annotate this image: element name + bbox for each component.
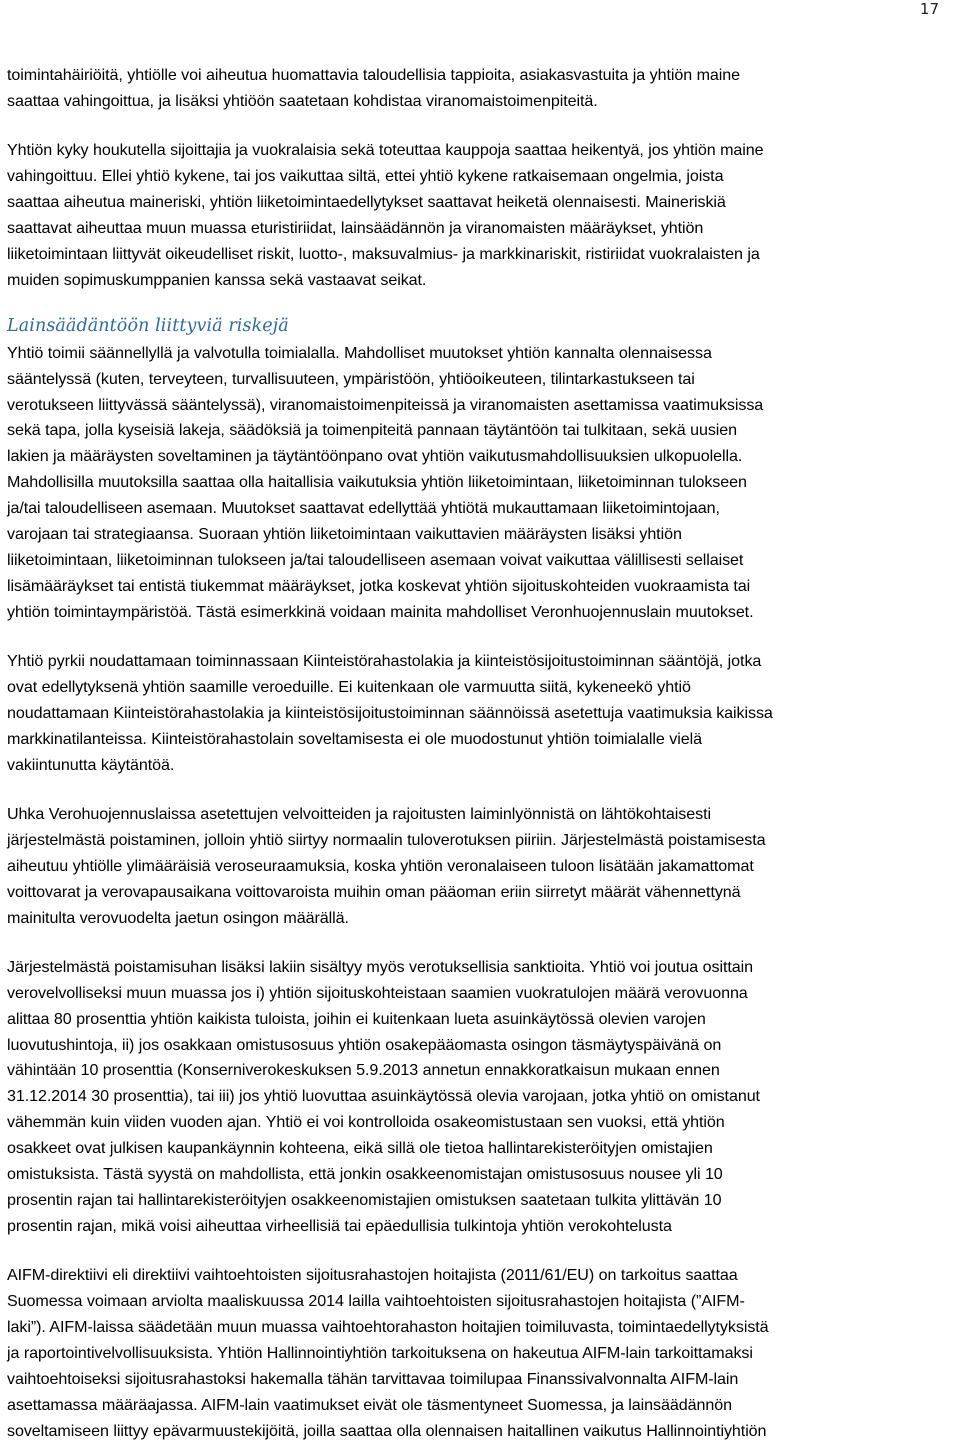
paragraph bbox=[7, 649, 960, 779]
document-body bbox=[7, 63, 960, 1445]
text-line: luovutushintoja, ii) jos osakkaan omistusosuus yhtiön osakepääomasta osingon täsmäytyspäivänä on bbox=[7, 1035, 722, 1054]
text-line: vakiintunutta käytäntöä. bbox=[7, 755, 175, 774]
text-line: markkinatilanteissa. Kiinteistörahastolain soveltamisesta ei ole muodostunut yhtiön toimialalle vielä bbox=[7, 729, 702, 748]
paragraph bbox=[7, 1263, 960, 1445]
text-line: asettamassa määräajassa. AIFM-lain vaatimukset eivät ole täsmentyneet Suomessa, ja lainsäädännön bbox=[7, 1395, 732, 1414]
page-number: 17 bbox=[919, 0, 939, 18]
section-heading: Lainsäädäntöön liittyviä riskejä bbox=[7, 315, 289, 336]
text-line: verotukseen liittyvässä sääntelyssä), viranomaistoimenpiteissä ja viranomaisten asettamissa vaatimuksissa bbox=[7, 395, 764, 414]
paragraph bbox=[7, 138, 960, 294]
text-line: Mahdollisilla muutoksilla saattaa olla haitallisia vaikutuksia yhtiön liiketoimintaan, liiketoiminnan tulokseen bbox=[7, 473, 747, 492]
text-line: toimintahäiriöitä, yhtiölle voi aiheutua huomattavia taloudellisia tappioita, asiakasvastuita ja yhtiön maine bbox=[7, 66, 741, 84]
text-line: vaihtoehtoiseksi sijoitusrahastoksi hakemalla tähän tarvittavaa toimilupaa Finanssivalvonnalta AIFM-lain bbox=[7, 1369, 739, 1388]
text-line: Yhtiö toimii säännellyllä ja valvotulla toimialalla. Mahdolliset muutokset yhtiön kannalta olennaisessa bbox=[7, 343, 712, 362]
text-line: 31.12.2014 30 prosenttia), tai iii) jos yhtiö luovuttaa asuinkäytössä olevia varojaan, jotka yhtiö on omistanut bbox=[7, 1087, 760, 1106]
text-line: järjestelmästä poistaminen, jolloin yhtiö siirtyy normaalin tuloverotuksen piiriin. Järjestelmästä poistamisesta bbox=[7, 830, 766, 849]
text-line: sääntelyssä (kuten, terveyteen, turvallisuuteen, ympäristöön, yhtiöoikeuteen, tilintarkastukseen tai bbox=[7, 369, 695, 388]
text-line: verovelvolliseksi muun muassa jos i) yhtiön sijoituskohteistaan saamien vuokratulojen määrä verovuonna bbox=[7, 983, 748, 1002]
text-line: saattavat aiheuttaa muun muassa eturistiriidat, lainsäädännön ja viranomaisten määräykset, yhtiön bbox=[7, 218, 704, 237]
text-line: osakkeet ovat julkisen kaupankäynnin kohteena, eikä sillä ole tietoa hallintarekisteröityjen omistajien bbox=[7, 1139, 713, 1158]
text-line: alittaa 80 prosenttia yhtiön kaikista tuloista, joihin ei kuitenkaan lueta asuinkäytössä olevien varojen bbox=[7, 1009, 706, 1028]
text-line: saattaa aiheutua maineriski, yhtiön liiketoimintaedellytykset saattavat heiketä olennaisesti. Maineriskiä bbox=[7, 192, 726, 211]
text-line: ovat edellytyksenä yhtiön saamille veroeduille. Ei kuitenkaan ole varmuutta siitä, kykeneekö yhtiö bbox=[7, 678, 691, 697]
text-line: noudattamaan Kiinteistörahastolakia ja kiinteistösijoitustoiminnan säännöissä asetettuja vaatimuksia kaikissa bbox=[7, 704, 773, 723]
text-line: vahingoittuu. Ellei yhtiö kykene, tai jos vaikuttaa siltä, ettei yhtiö kykene ratkaisemaan ongelmia, joista bbox=[7, 166, 724, 185]
text-line: Järjestelmästä poistamisuhan lisäksi lakiin sisältyy myös verotuksellisia sanktioita. Yhtiö voi joutua osittain bbox=[7, 957, 753, 976]
text-line: soveltamiseen liittyy epävarmuustekijöitä, joilla saattaa olla olennaisen haitallinen vaikutus Hallinnointiyhtiön bbox=[7, 1421, 767, 1440]
text-line: ja/tai taloudelliseen asemaan. Muutokset saattavat edellyttää yhtiötä mukauttamaan liiketoimintojaan, bbox=[7, 499, 720, 518]
text-line: muiden sopimuskumppanien kanssa sekä vastaavat seikat. bbox=[7, 270, 427, 289]
text-line: ja raportointivelvollisuuksista. Yhtiön Hallinnointiyhtiön tarkoituksena on hakeutua AIFM-lain tarkoittamaksi bbox=[7, 1343, 753, 1362]
text-line: Yhtiö pyrkii noudattamaan toiminnassaan Kiinteistörahastolakia ja kiinteistösijoitustoiminnan sääntöjä, jotka bbox=[7, 652, 762, 671]
paragraph bbox=[7, 802, 960, 932]
paragraph bbox=[7, 955, 960, 1240]
paragraph bbox=[7, 341, 960, 626]
text-line: mainitulta verovuodelta jaetun osingon määrällä. bbox=[7, 908, 349, 927]
text-line: prosentin rajan tai hallintarekisteröityjen osakkeenomistajien omistuksen saatetaan tulkita ylittävän 10 bbox=[7, 1191, 722, 1210]
text-line: Yhtiön kyky houkutella sijoittajia ja vuokralaisia sekä toteuttaa kauppoja saattaa heikentyä, jos yhtiön maine bbox=[7, 140, 764, 159]
text-line: prosentin rajan, mikä voisi aiheuttaa virheellisiä tai epäedullisia tulkintoja yhtiön verokohtelusta bbox=[7, 1217, 672, 1236]
text-line: aiheutuu yhtiölle ylimääräisiä veroseuraamuksia, koska yhtiön veronalaiseen tuloon lisätään jakamattomat bbox=[7, 856, 754, 875]
text-line: lisämääräykset tai entistä tiukemmat määräykset, jotka koskevat yhtiön sijoituskohteiden vuokraamista tai bbox=[7, 577, 751, 596]
text-line: varojaan tai strategiaansa. Suoraan yhtiön liiketoimintaan vaikuttavien määräysten lisäksi yhtiön bbox=[7, 525, 682, 544]
text-line: omistuksista. Tästä syystä on mahdollista, että jonkin osakkeenomistajan omistusosuus nousee yli 10 bbox=[7, 1165, 723, 1184]
text-line: liiketoimintaan liittyvät oikeudelliset riskit, luotto-, maksuvalmius- ja markkinariskit, ristiriidat vuokralaisten ja bbox=[7, 244, 760, 263]
text-line: voittovarat ja verovapausaikana voittovaroista muihin oman pääoman eriin siirretyt määrät vähennettynä bbox=[7, 882, 741, 901]
text-line: Uhka Verohuojennuslaissa asetettujen velvoitteiden ja rajoitusten laiminlyönnistä on lähtökohtaisesti bbox=[7, 804, 711, 823]
paragraph bbox=[7, 63, 960, 115]
text-line: lakien ja määräysten soveltaminen ja täytäntöönpano ovat yhtiön vaikutusmahdollisuuksien ulkopuolella. bbox=[7, 447, 743, 466]
text-line: vähintään 10 prosenttia (Konserniverokeskuksen 5.9.2013 annetun ennakkoratkaisun mukaan ennen bbox=[7, 1061, 720, 1080]
text-line: saattaa vahingoittua, ja lisäksi yhtiöön saatetaan kohdistaa viranomaistoimenpiteitä. bbox=[7, 91, 598, 110]
text-line: Suomessa voimaan arviolta maaliskuussa 2014 lailla vaihtoehtoisten sijoitusrahastojen hoitajista (”AIFM- bbox=[7, 1292, 745, 1311]
text-line: vähemmän kuin viiden vuoden ajan. Yhtiö ei voi kontrolloida osakeomistustaan sen vuoksi, että yhtiön bbox=[7, 1113, 725, 1132]
text-line: sekä tapa, jolla kyseisiä lakeja, säädöksiä ja toimenpiteitä pannaan täytäntöön tai tulkitaan, sekä uusien bbox=[7, 421, 738, 440]
text-line: liiketoimintaan, liiketoiminnan tulokseen ja/tai taloudelliseen asemaan voivat vaikuttaa välillisesti sellaiset bbox=[7, 551, 744, 570]
text-line: AIFM-direktiivi eli direktiivi vaihtoehtoisten sijoitusrahastojen hoitajista (2011/61/EU) on tarkoitus saattaa bbox=[7, 1266, 738, 1285]
text-line: laki”). AIFM-laissa säädetään muun muassa vaihtoehtorahaston hoitajien toimiluvasta, toimintaedellytyksistä bbox=[7, 1318, 769, 1337]
text-line: yhtiön toimintaympäristöä. Tästä esimerkkinä voidaan mainita mahdolliset Veronhuojennuslain muutokset. bbox=[7, 603, 754, 622]
